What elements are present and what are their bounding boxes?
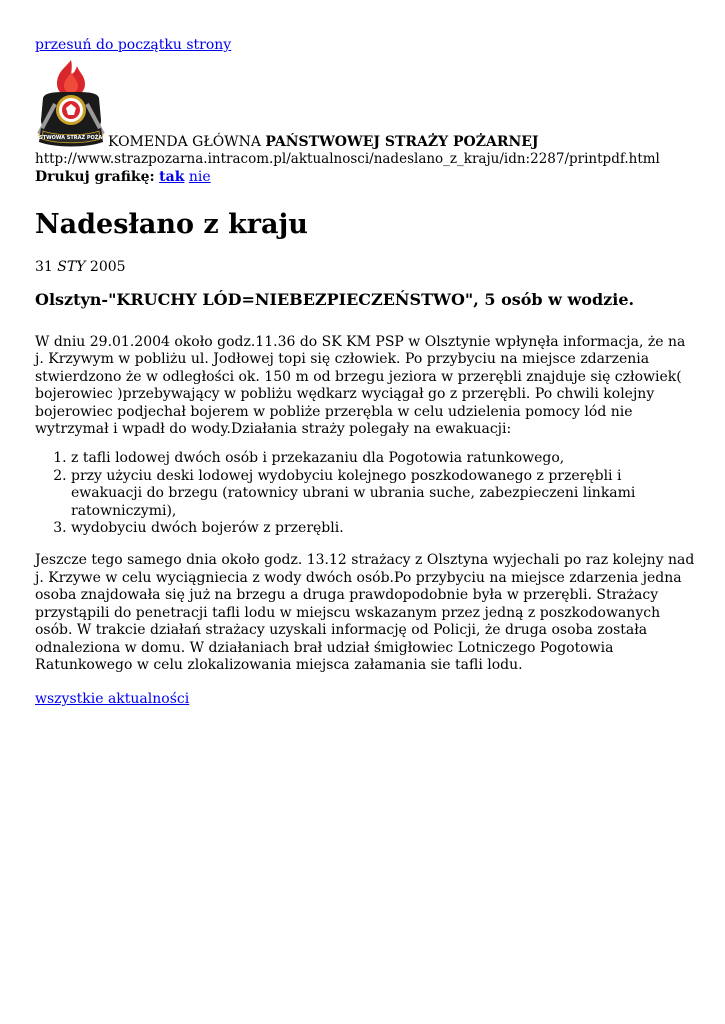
list-item: 3. wydobyciu dwóch bojerów z przerębli. — [71, 520, 695, 537]
logo-row — [27, 58, 695, 150]
page — [27, 30, 695, 708]
article-date — [35, 258, 695, 276]
print-graphics-no-link[interactable]: nie — [188, 169, 211, 185]
article-paragraph-2: Jeszcze tego samego dnia około godz. 13.12 strażacy z Olsztyna wyjechali po raz kolejny nad j. Krzywe w celu wyciągniecia z wody dwóch osób.Po przybyciu na miejsce zdarzenia jedna osoba znajdowała się już na brzegu a druga prawdopodobnie była w przerębli. Strażacy przystąpili do penetracji tafli lodu w miejscu wskazanym przez jedną z poszkodowanych osób. W trakcie działań strażacy uzyskali informację od Policji, że druga osoba została odnaleziona w domu. W działaniach brał udział śmigłowiec Lotniczego Pogotowia Ratunkowego w celu zlokalizowania miejsca załamania sie tafli lodu. — [35, 552, 695, 673]
date-day: 31 — [35, 259, 53, 275]
bottom-link-row — [35, 690, 695, 708]
page-url: http://www.strazpozarna.intracom.pl/aktualnosci/nadeslano_z_kraju/idn:2287/printpdf.html — [35, 151, 660, 167]
back-to-top-link[interactable]: przesuń do początku strony — [35, 37, 232, 53]
print-graphics-label: Drukuj grafikę: — [35, 169, 155, 185]
page-header — [27, 58, 695, 186]
print-graphics-option — [35, 168, 695, 186]
list-item: 1. z tafli lodowej dwóch osób i przekazaniu dla Pogotowia ratunkowego, — [71, 450, 695, 467]
print-graphics-yes-link[interactable]: tak — [159, 169, 185, 185]
list-item: 2. przy użyciu deski lodowej wydobyciu kolejnego poszkodowanego z przerębli i ewakuacji do brzegu (ratownicy ubrani w ubrania suche, zabezpieczeni linkami ratowniczymi), — [71, 468, 695, 520]
svg-text:PAŃSTWOWA STRAŻ POŻARNA: PAŃSTWOWA STRAŻ POŻARNA — [27, 135, 115, 141]
psp-emblem-logo — [27, 58, 115, 150]
article-paragraph-1: W dniu 29.01.2004 około godz.11.36 do SK KM PSP w Olsztynie wpłynęła informacja, że na j. Krzywym w pobliżu ul. Jodłowej topi się człowiek. Po przybyciu na miejsce zdarzenia stwierdzono że w odległości ok. 150 m od brzegu jeziora w przerębli znajduje się człowiek( bojerowiec )przebywający w pobliżu wędkarz wyciągał go z przerębli. Po chwili kolejny bojerowiec podjechał bojerem w pobliże przerębla w celu udzielenia pomocy lód nie wytrzymał i wpadł do wody.Działania straży polegały na ewakuacji: — [35, 334, 686, 438]
date-month: STY — [57, 259, 86, 275]
all-news-link[interactable]: wszystkie aktualności — [35, 691, 190, 708]
date-year: 2005 — [89, 259, 126, 275]
organization-name — [108, 134, 539, 150]
org-name-prefix: KOMENDA GŁÓWNA — [108, 134, 261, 150]
section-title: Nadesłano z kraju — [35, 209, 308, 240]
top-link-row — [35, 36, 695, 54]
evacuation-steps-list — [35, 450, 695, 537]
org-name-bold: PAŃSTWOWEJ STRAŻY POŻARNEJ — [265, 134, 539, 150]
article-headline: Olsztyn-"KRUCHY LÓD=NIEBEZPIECZEŃSTWO", 5 osób w wodzie. — [35, 290, 635, 309]
